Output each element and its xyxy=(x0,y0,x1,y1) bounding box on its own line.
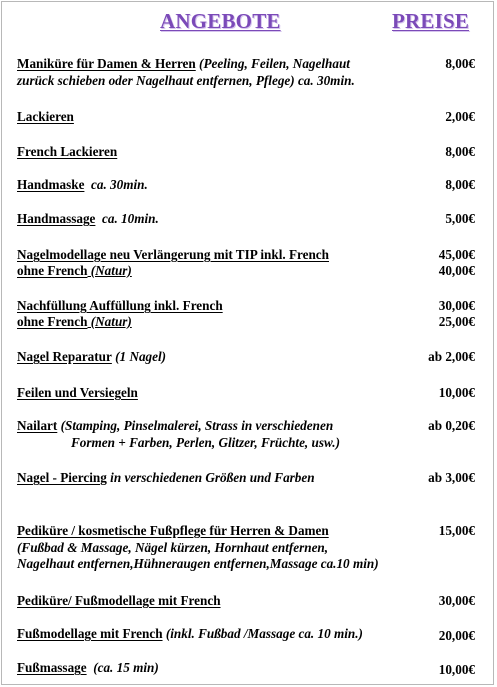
item-refill xyxy=(17,298,475,315)
item-polish xyxy=(17,109,475,126)
item-title: Feilen und Versiegeln xyxy=(17,385,138,400)
item-title: Pediküre/ Fußmodellage mit French xyxy=(17,593,221,608)
item-note-line2: Formen + Farben, Perlen, Glitzer, Früchte, usw.) xyxy=(71,434,340,450)
item-nail-modelling xyxy=(17,247,475,264)
item-note: (Stamping, Pinselmalerei, Strass in verschiedenen xyxy=(57,418,334,433)
item-price: 20,00€ xyxy=(438,628,475,643)
item-title: ohne French xyxy=(17,314,88,329)
item-pedicure xyxy=(17,523,475,573)
item-title: Fußmassage xyxy=(17,660,87,675)
item-foot-modelling xyxy=(17,626,475,643)
item-title: Lackieren xyxy=(17,109,74,124)
item-nail-modelling-variant xyxy=(17,263,475,280)
item-note-line2: (Fußbad & Massage, Nägel kürzen, Hornhaut entfernen, xyxy=(17,539,329,555)
item-price: 8,00€ xyxy=(445,144,475,159)
item-note: (Natur) xyxy=(87,263,132,278)
item-title: Pediküre / kosmetische Fußpflege für Herren & Damen xyxy=(17,523,329,538)
item-refill-variant xyxy=(17,314,475,331)
item-title: Handmassage xyxy=(17,211,96,226)
item-price: 10,00€ xyxy=(438,662,475,677)
item-title: Nagel - Piercing xyxy=(17,470,107,485)
item-note: (ca. 15 min) xyxy=(86,660,159,675)
item-price: 8,00€ xyxy=(445,177,475,192)
item-hand-mask xyxy=(17,177,475,194)
item-price: 25,00€ xyxy=(438,314,475,329)
item-file-seal xyxy=(17,385,475,402)
item-price: 40,00€ xyxy=(438,263,475,278)
item-pedicure-modelling xyxy=(17,593,475,610)
item-price: 5,00€ xyxy=(445,211,475,226)
item-price: 30,00€ xyxy=(438,298,475,313)
item-piercing xyxy=(17,470,475,487)
item-nail-repair xyxy=(17,349,475,366)
item-note: (Natur) xyxy=(87,314,132,329)
item-title: Maniküre für Damen & Herren xyxy=(17,56,196,71)
item-title: Handmaske xyxy=(17,177,85,192)
item-note-line2: zurück schieben oder Nagelhaut entfernen, Pflege) ca. 30min. xyxy=(17,72,355,88)
item-title: Nailart xyxy=(17,418,58,433)
item-price: ab 0,20€ xyxy=(428,418,475,433)
item-title: French Lackieren xyxy=(17,144,118,159)
item-manicure xyxy=(17,56,475,89)
item-note: ca. 30min. xyxy=(84,177,148,192)
item-price: 30,00€ xyxy=(438,593,475,608)
item-price: ab 2,00€ xyxy=(428,349,475,364)
item-price: 2,00€ xyxy=(445,109,475,124)
item-title: Nachfüllung Auffüllung inkl. French xyxy=(17,298,223,313)
item-note: (1 Nagel) xyxy=(111,349,167,364)
item-price: 10,00€ xyxy=(438,385,475,400)
item-note: ca. 10min. xyxy=(95,211,159,226)
item-price: ab 3,00€ xyxy=(428,470,475,485)
item-price: 45,00€ xyxy=(438,247,475,262)
item-nailart xyxy=(17,418,475,451)
item-price: 8,00€ xyxy=(445,56,475,71)
item-title: Nagelmodellage neu Verlängerung mit TIP inkl. French xyxy=(17,247,329,262)
item-french-polish xyxy=(17,144,475,161)
item-title: Fußmodellage mit French xyxy=(17,626,163,641)
header-offers: ANGEBOTE xyxy=(160,9,281,33)
item-note: (inkl. Fußbad /Massage ca. 10 min.) xyxy=(162,626,363,641)
item-title: ohne French xyxy=(17,263,88,278)
item-note: in verschiedenen Größen und Farben xyxy=(106,470,315,485)
header-prices: PREISE xyxy=(392,9,470,33)
item-hand-massage xyxy=(17,211,475,228)
page-border xyxy=(1,1,494,685)
item-note-line3: Nagelhaut entfernen,Hühneraugen entfernen,Massage ca.10 min) xyxy=(17,556,379,571)
item-price: 15,00€ xyxy=(438,523,475,538)
item-title: Nagel Reparatur xyxy=(17,349,112,364)
item-note: (Peeling, Feilen, Nagelhaut xyxy=(195,56,350,71)
item-foot-massage xyxy=(17,660,475,677)
